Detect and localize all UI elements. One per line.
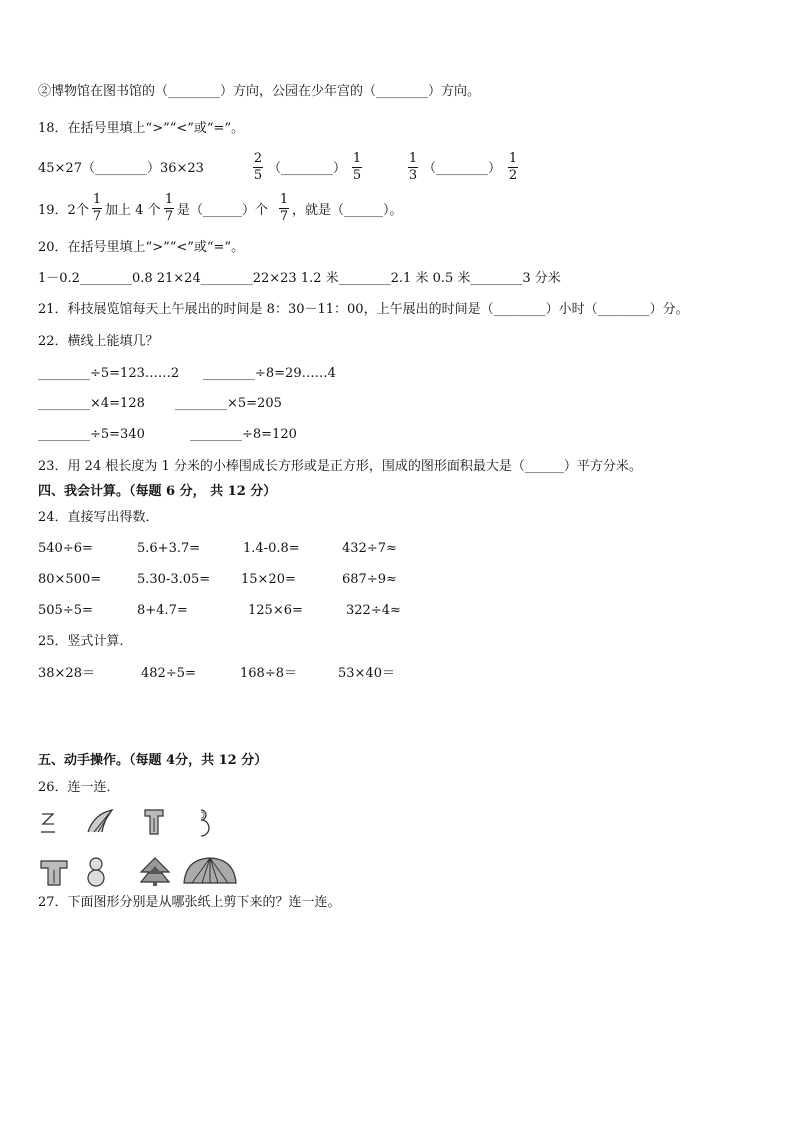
q17-part2: ②博物馆在图书馆的（________）方向，公园在少年宫的（________）方向。 — [38, 84, 481, 99]
q24-r1c2: 5.6+3.7= — [137, 541, 201, 556]
q25-title: 25．竖式计算． — [38, 634, 133, 649]
house-piece-figure — [142, 808, 166, 836]
denominator: 3 — [408, 168, 418, 183]
q22-row1-a: ________÷5=123……2 — [38, 366, 180, 381]
numerator: 1 — [508, 151, 518, 166]
zigzag-piece-figure — [38, 810, 58, 836]
q25-item2: 482÷5= — [141, 666, 196, 681]
q24-r3c2: 8+4.7= — [137, 603, 188, 618]
q18-item1: 45×27（________）36×23 — [38, 161, 204, 176]
section-5-heading: 五、动手操作。（每题 4分，共 12 分） — [38, 753, 268, 768]
tree-figure — [138, 856, 172, 888]
section-4-heading: 四、我会计算。（每题 6 分， 共 12 分） — [38, 484, 277, 499]
q25-item3: 168÷8＝ — [240, 666, 297, 681]
q20-items: 1－0.2________0.8 21×24________22×23 1.2 米________2.1 米 0.5 米________3 分米 — [38, 271, 561, 286]
q24-r3c4: 322÷4≈ — [346, 603, 401, 618]
q23-text: 23．用 24 根长度为 1 分米的小棒围成长方形或是正方形，围成的图形面积最大是（______）平方分米。 — [38, 459, 642, 474]
denominator: 5 — [253, 168, 263, 183]
q24-r1c1: 540÷6= — [38, 541, 93, 556]
denominator: 5 — [352, 168, 362, 183]
q24-r2c4: 687÷9≈ — [342, 572, 397, 587]
snowman-piece-figure — [192, 808, 210, 838]
q18-frac-1-2 — [507, 152, 519, 183]
q19-frac1 — [91, 193, 103, 224]
q18-frac-1-5 — [351, 152, 363, 183]
snowman-figure — [84, 856, 108, 888]
q19-part2: 加上 4 个 — [105, 203, 161, 218]
q19-part1: 19．2个 — [38, 203, 89, 218]
q22-row2-b: ________×5=205 — [175, 396, 282, 411]
umbrella-piece-figure — [86, 808, 114, 834]
q21-text: 21．科技展览馆每天上午展出的时间是 8：30－11：00，上午展出的时间是（________）小时（________）分。 — [38, 302, 689, 317]
q18-title: 18．在括号里填上“>”“<”或“=”。 — [38, 121, 245, 136]
numerator: 1 — [279, 192, 289, 207]
q22-row1-b: ________÷8=29……4 — [203, 366, 336, 381]
q18-item2-blank: （________） — [268, 161, 347, 176]
q24-r1c4: 432÷7≈ — [342, 541, 397, 556]
q24-r3c3: 125×6= — [248, 603, 303, 618]
q18-frac-2-5 — [252, 152, 264, 183]
denominator: 2 — [508, 168, 518, 183]
q19-frac2 — [163, 193, 175, 224]
numerator: 1 — [352, 151, 362, 166]
q25-item1: 38×28＝ — [38, 666, 95, 681]
q27-text: 27．下面图形分别是从哪张纸上剪下来的？连一连。 — [38, 895, 341, 910]
denominator: 7 — [92, 209, 102, 224]
q26-title: 26．连一连． — [38, 780, 120, 795]
q19-frac3 — [278, 193, 290, 224]
numerator: 1 — [92, 192, 102, 207]
q18-frac-1-3 — [407, 152, 419, 183]
q24-title: 24．直接写出得数． — [38, 510, 159, 525]
q24-r2c3: 15×20= — [241, 572, 296, 587]
q22-row2-a: ________×4=128 — [38, 396, 145, 411]
q22-row3-a: ________÷5=340 — [38, 427, 145, 442]
q19-part3: 是（______）个 — [177, 203, 269, 218]
q19-part4: ，就是（______）。 — [292, 203, 403, 218]
q24-r2c2: 5.30-3.05= — [137, 572, 211, 587]
q25-item4: 53×40＝ — [338, 666, 395, 681]
q18-item3-blank: （________） — [423, 161, 502, 176]
numerator: 2 — [253, 151, 263, 166]
q22-row3-b: ________÷8=120 — [190, 427, 297, 442]
umbrella-figure — [182, 855, 238, 889]
q20-title: 20．在括号里填上“>”“<”或“=”。 — [38, 240, 245, 255]
q24-r2c1: 80×500= — [38, 572, 102, 587]
q24-r3c1: 505÷5= — [38, 603, 93, 618]
house-figure — [38, 857, 70, 887]
denominator: 7 — [279, 209, 289, 224]
numerator: 1 — [408, 151, 418, 166]
q22-title: 22．横线上能填几？ — [38, 334, 159, 349]
q24-r1c3: 1.4-0.8= — [243, 541, 300, 556]
numerator: 1 — [164, 192, 174, 207]
denominator: 7 — [164, 209, 174, 224]
